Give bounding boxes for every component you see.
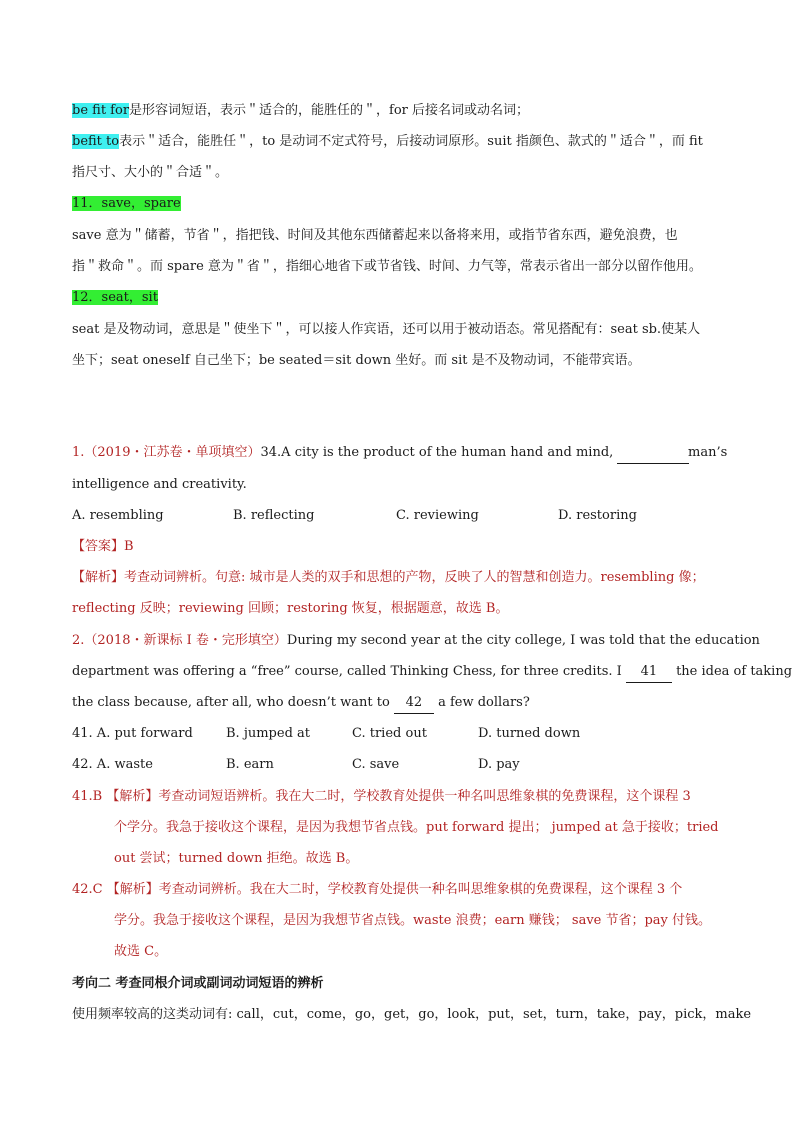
q2-blank-41: 41 — [626, 662, 672, 683]
note-11-line2: 指＂救命＂。而 spare 意为＂省＂，指细心地省下或节省钱、时间、力气等，常表示省出一部分以留作他用。 — [72, 259, 702, 274]
q42-analysis-line2: 学分。我急于接收这个课程，是因为我想节省点钱。waste 浪费；earn 赚钱； save 节省；pay 付钱。 — [114, 913, 712, 928]
q42-analysis-line3: 故选 C。 — [114, 944, 168, 959]
section-title: 考向二 考查同根介词或副词动词短语的辨析 — [72, 976, 324, 991]
q41-option-b: B. jumped at — [226, 726, 310, 741]
q1-source: 1.（2019・江苏卷・单项填空） — [72, 445, 261, 460]
q42-option-b: B. earn — [226, 757, 274, 772]
q41-analysis-line2: 个学分。我急于接收这个课程，是因为我想节省点钱。put forward 提出； jumped at 急于接收；tried — [114, 820, 719, 835]
q2-source: 2.（2018・新课标 I 卷・完形填空） — [72, 633, 287, 648]
q1-analysis-line2: reflecting 反映；reviewing 回顾；restoring 恢复，根据题意，故选 B。 — [72, 601, 509, 616]
q1-option-a: A. resembling — [72, 508, 164, 523]
note-11-line1: save 意为＂储蓄，节省＂，指把钱、时间及其他东西储蓄起来以备将来用，或指节省东西，避免浪费，也 — [72, 228, 678, 243]
heading-12: 12．seat，sit — [72, 290, 158, 305]
q41-option-d: D. turned down — [478, 726, 581, 741]
q1-option-b: B. reflecting — [233, 508, 315, 523]
q1-stem-line2: intelligence and creativity. — [72, 477, 247, 492]
q42-analysis-line1: 42.C 【解析】考查动词辨析。我在大二时，学校教育处提供一种名叫思维象棋的免费课程，这个课程 3 个 — [72, 882, 683, 897]
q1-option-c: C. reviewing — [396, 508, 479, 523]
note-fit-line1: be fit for是形容词短语，表示＂适合的，能胜任的＂，for 后接名词或动名词； — [72, 103, 530, 118]
q1-stem-line1: 1.（2019・江苏卷・单项填空）34.A city is the product of the human hand and mind, — [72, 443, 689, 464]
q41-analysis-line1: 41.B 【解析】考查动词短语辨析。我在大二时，学校教育处提供一种名叫思维象棋的免费课程，这个课程 3 — [72, 789, 691, 804]
q41-option-c: C. tried out — [352, 726, 427, 741]
q41-option-a: 41. A. put forward — [72, 726, 193, 741]
q1-answer: 【答案】B — [72, 539, 134, 554]
q1-stem-tail: man’s — [688, 445, 728, 460]
q42-option-d: D. pay — [478, 757, 520, 772]
q2-blank-42: 42 — [394, 693, 434, 714]
note-fit-line2: befit to表示＂适合，能胜任＂，to 是动词不定式符号，后接动词原形。suit 指颜色、款式的＂适合＂，而 fit — [72, 134, 703, 149]
q2-stem-line2: department was offering a “free” course, called Thinking Chess, for three credits. I 41 the idea of taking — [72, 662, 792, 683]
q1-option-d: D. restoring — [558, 508, 637, 523]
q42-option-a: 42. A. waste — [72, 757, 153, 772]
q41-analysis-line3: out 尝试；turned down 拒绝。故选 B。 — [114, 851, 359, 866]
section-intro: 使用频率较高的这类动词有: call，cut，come，go，get，go，look，put，set，turn，take，pay，pick，make — [72, 1007, 752, 1022]
highlight-be-fit-for: be fit for — [72, 103, 130, 118]
q1-blank — [617, 443, 689, 464]
q1-analysis-line1: 【解析】考查动词辨析。句意: 城市是人类的双手和思想的产物，反映了人的智慧和创造力。resembling 像； — [72, 570, 705, 585]
note-fit-line3: 指尺寸、大小的＂合适＂。 — [72, 165, 229, 180]
q2-stem-line3: the class because, after all, who doesn’t want to 42 a few dollars? — [72, 693, 530, 714]
heading-11: 11．save，spare — [72, 196, 181, 211]
note-12-line1: seat 是及物动词，意思是＂使坐下＂，可以接人作宾语，还可以用于被动语态。常见搭配有：seat sb.使某人 — [72, 322, 701, 337]
note-12-line2: 坐下；seat oneself 自己坐下；be seated＝sit down 坐好。而 sit 是不及物动词，不能带宾语。 — [72, 353, 641, 368]
highlight-befit-to: befit to — [72, 134, 120, 149]
q2-stem-line1: 2.（2018・新课标 I 卷・完形填空）During my second year at the city college, I was told that the education — [72, 633, 760, 648]
q42-option-c: C. save — [352, 757, 400, 772]
